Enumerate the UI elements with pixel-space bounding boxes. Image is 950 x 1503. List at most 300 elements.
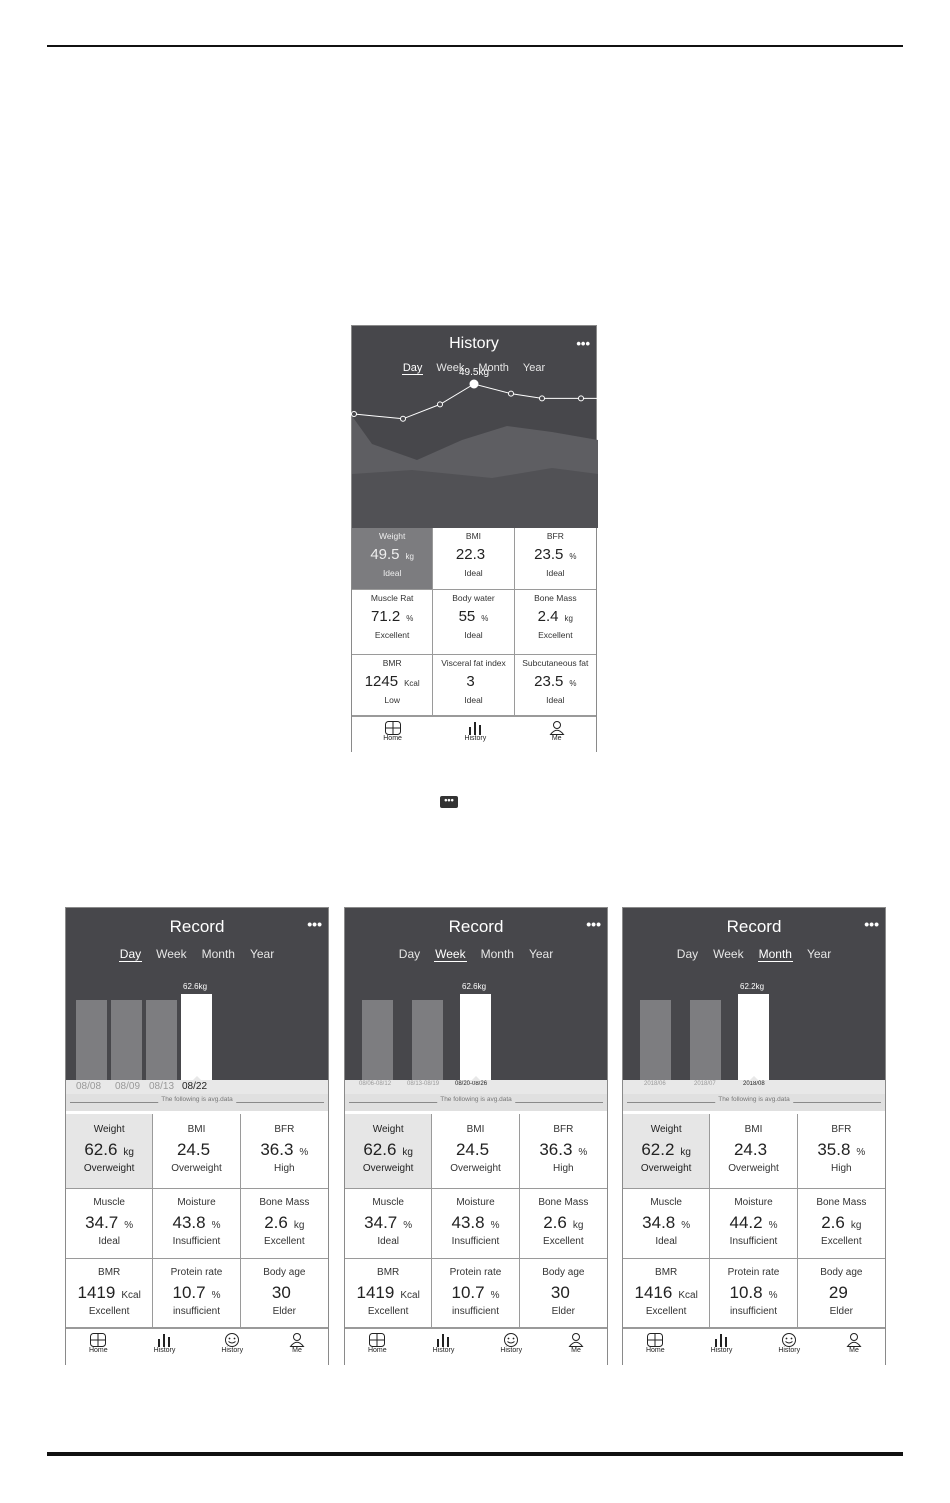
- tab-month[interactable]: Month: [758, 947, 792, 961]
- tab-year[interactable]: Year: [522, 362, 546, 374]
- metric-label: BMI: [744, 1124, 763, 1135]
- chart-bar[interactable]: [412, 1000, 443, 1080]
- metric-value: 1416: [634, 1283, 673, 1302]
- tab-day[interactable]: Day: [402, 362, 423, 374]
- point-value-label: 49.5kg: [458, 367, 490, 378]
- avg-data-note: The following is avg.data: [715, 1096, 793, 1103]
- tab-week[interactable]: Week: [435, 947, 466, 961]
- series-line: [352, 384, 598, 419]
- home-grid-icon: [369, 1333, 385, 1347]
- metric-label: BMR: [382, 658, 402, 668]
- chart-bar[interactable]: [738, 994, 769, 1080]
- metric-unit: Kcal: [404, 679, 420, 688]
- metric-value: 2.6: [821, 1213, 845, 1232]
- data-point[interactable]: [540, 396, 545, 401]
- metric-unit: %: [211, 1290, 221, 1301]
- metric-unit: %: [578, 1147, 588, 1158]
- nav-home[interactable]: [89, 1329, 108, 1365]
- metric-cell-bone-mass[interactable]: [798, 1189, 885, 1259]
- metric-label: Bone Mass: [538, 1197, 589, 1208]
- metric-label: BFR: [274, 1124, 295, 1135]
- bottom-nav: [66, 1328, 328, 1365]
- more-dots-icon[interactable]: •••: [586, 916, 601, 932]
- metric-cell-protein-rate[interactable]: [432, 1259, 519, 1328]
- period-tabs: [66, 947, 328, 962]
- nav-label: History: [464, 735, 487, 742]
- nav-history[interactable]: [154, 1329, 176, 1365]
- bar-chart-icon: [713, 1333, 729, 1347]
- record-screen-week: [344, 907, 608, 1365]
- nav-me[interactable]: [289, 1329, 305, 1365]
- metric-unit: %: [768, 1220, 778, 1231]
- metric-unit: %: [403, 1220, 413, 1231]
- nav-history[interactable]: [464, 717, 486, 752]
- metric-value: 2.4: [537, 608, 559, 625]
- metric-cell-body-age[interactable]: [520, 1259, 607, 1328]
- metric-value: 23.5: [534, 673, 564, 690]
- home-grid-icon: [647, 1333, 663, 1347]
- metric-label: BMI: [187, 1124, 206, 1135]
- nav-me[interactable]: [846, 1329, 862, 1365]
- tab-day[interactable]: Day: [398, 947, 421, 961]
- metric-status: Overweight: [640, 1163, 692, 1174]
- metric-label: Muscle Rat: [370, 593, 414, 603]
- metric-label: Weight: [650, 1124, 682, 1135]
- nav-label: Home: [383, 735, 402, 742]
- metric-cell-weight[interactable]: [352, 528, 433, 590]
- metric-value: 36.3: [539, 1140, 573, 1159]
- metric-label: Subcutaneous fat: [522, 658, 589, 668]
- metric-value: 43.8: [451, 1213, 485, 1232]
- tab-week[interactable]: Week: [436, 362, 465, 374]
- weight-bar-chart: [66, 980, 328, 1080]
- data-point[interactable]: [579, 396, 584, 401]
- metric-label: Bone Mass: [816, 1197, 867, 1208]
- metric-value: 22.3: [455, 546, 486, 563]
- nav-label: Me: [551, 735, 562, 742]
- metric-status: Elder: [272, 1306, 296, 1317]
- nav-me[interactable]: [549, 717, 565, 752]
- tab-week[interactable]: Week: [156, 947, 187, 961]
- metric-cell-bfr[interactable]: [520, 1114, 607, 1189]
- nav-history-face[interactable]: [778, 1329, 800, 1365]
- x-axis-strip: [345, 1080, 607, 1094]
- x-axis-strip: [66, 1080, 328, 1094]
- metric-label: Moisture: [734, 1197, 773, 1208]
- metric-status: Ideal: [464, 630, 483, 640]
- metric-cell-protein-rate[interactable]: [710, 1259, 797, 1328]
- nav-label: History: [221, 1347, 244, 1354]
- page-title: History: [449, 335, 499, 352]
- person-icon: [846, 1333, 862, 1347]
- period-tabs: [623, 947, 885, 962]
- more-dots-icon: •••: [440, 796, 458, 808]
- nav-label: Home: [88, 1347, 108, 1354]
- metric-unit: %: [681, 1220, 691, 1231]
- metric-label: Protein rate: [449, 1267, 502, 1278]
- metric-unit: kg: [680, 1147, 691, 1158]
- metric-status: Excellent: [88, 1306, 130, 1317]
- avg-divider: [623, 1094, 885, 1111]
- metric-unit: kg: [572, 1220, 584, 1231]
- data-point[interactable]: [401, 416, 406, 421]
- metric-status: High: [831, 1163, 852, 1174]
- metric-cell-muscle[interactable]: [623, 1189, 710, 1259]
- metric-cell-bone-mass[interactable]: [515, 590, 596, 655]
- metric-value: 44.2: [729, 1213, 763, 1232]
- x-tick-label[interactable]: 08/13: [149, 1081, 175, 1092]
- chart-bar[interactable]: [111, 1000, 142, 1080]
- chart-bar[interactable]: [362, 1000, 393, 1080]
- metric-status: Ideal: [377, 1236, 399, 1247]
- tab-month[interactable]: Month: [478, 362, 509, 374]
- metric-value: 34.8: [642, 1213, 676, 1232]
- tab-day[interactable]: Day: [119, 947, 142, 961]
- metric-status: Excellent: [264, 1236, 305, 1247]
- x-tick-label[interactable]: 08/06-08/12: [359, 1081, 392, 1087]
- metric-status: Ideal: [98, 1236, 120, 1247]
- metric-unit: %: [768, 1290, 778, 1301]
- metric-cell-muscle-rate[interactable]: [352, 590, 433, 655]
- metric-value: 29: [828, 1283, 848, 1302]
- metric-cell-bmi[interactable]: [710, 1114, 797, 1189]
- tab-day[interactable]: Day: [676, 947, 699, 961]
- period-tabs: [345, 947, 607, 962]
- record-header: [66, 908, 328, 1080]
- avg-data-note: The following is avg.data: [437, 1096, 515, 1103]
- metric-value: 49.5: [370, 546, 400, 563]
- weight-bar-chart: [345, 980, 607, 1080]
- selection-notch: [471, 1076, 481, 1081]
- metric-status: Excellent: [367, 1306, 409, 1317]
- metrics-grid: [352, 528, 596, 716]
- metric-unit: %: [569, 679, 577, 688]
- page-title: Record: [726, 917, 782, 936]
- data-point[interactable]: [438, 402, 443, 407]
- metric-value: 10.7: [172, 1283, 206, 1302]
- bar-value-label: 62.6kg: [462, 982, 487, 991]
- metric-status: Excellent: [645, 1306, 687, 1317]
- metric-value: 2.6: [543, 1213, 567, 1232]
- metric-unit: Kcal: [400, 1290, 420, 1301]
- metric-unit: %: [490, 1290, 500, 1301]
- tab-week[interactable]: Week: [713, 947, 744, 961]
- tab-month[interactable]: Month: [480, 947, 514, 961]
- nav-label: Me: [571, 1347, 581, 1354]
- metric-status: Insufficient: [172, 1236, 221, 1247]
- metric-status: Insufficient: [451, 1236, 500, 1247]
- chart-bar[interactable]: [76, 1000, 107, 1080]
- x-tick-label[interactable]: 08/08: [76, 1081, 102, 1092]
- metric-label: Protein rate: [727, 1267, 780, 1278]
- metric-value: 1245: [364, 673, 399, 690]
- nav-history[interactable]: [433, 1329, 455, 1365]
- metric-cell-visceral-fat[interactable]: [433, 655, 514, 716]
- smiley-icon: [503, 1333, 519, 1347]
- metric-value: 1419: [356, 1283, 395, 1302]
- record-header: [623, 908, 885, 1080]
- metric-cell-subcutaneous-fat[interactable]: [515, 655, 596, 716]
- chart-bar[interactable]: [181, 994, 212, 1080]
- page-title: Record: [448, 917, 504, 936]
- metric-value: 3: [466, 673, 475, 690]
- metrics-grid: [66, 1114, 328, 1328]
- more-dots-icon[interactable]: •••: [307, 916, 322, 932]
- metric-cell-body-age[interactable]: [798, 1259, 885, 1328]
- metric-label: Body water: [452, 593, 495, 603]
- page-title: Record: [169, 917, 225, 936]
- metric-unit: %: [124, 1220, 134, 1231]
- metric-label: Body age: [820, 1267, 863, 1278]
- bar-chart-icon: [435, 1333, 451, 1347]
- metric-cell-weight[interactable]: [623, 1114, 710, 1189]
- metric-cell-body-age[interactable]: [241, 1259, 328, 1328]
- metric-cell-bmi[interactable]: [433, 528, 514, 590]
- metric-value: 35.8: [817, 1140, 851, 1159]
- metric-status: Insufficient: [729, 1236, 778, 1247]
- metric-label: BMI: [466, 1124, 485, 1135]
- bar-chart-icon: [156, 1333, 172, 1347]
- metric-label: BMR: [377, 1267, 400, 1278]
- metric-status: Ideal: [464, 695, 483, 705]
- metric-status: Excellent: [538, 630, 573, 640]
- metric-label: Bone Mass: [259, 1197, 310, 1208]
- chart-bar[interactable]: [460, 994, 491, 1080]
- metric-label: BMI: [465, 531, 482, 541]
- x-tick-label[interactable]: 08/22: [182, 1081, 208, 1092]
- metric-label: Muscle: [372, 1197, 404, 1208]
- bar-value-label: 62.6kg: [183, 982, 208, 991]
- person-icon: [568, 1333, 584, 1347]
- tab-year[interactable]: Year: [528, 947, 554, 961]
- nav-label: History: [153, 1347, 176, 1354]
- metric-label: BFR: [546, 531, 564, 541]
- metric-label: Muscle: [650, 1197, 682, 1208]
- metric-cell-body-water[interactable]: [433, 590, 514, 655]
- metric-status: Ideal: [655, 1236, 677, 1247]
- metric-unit: kg: [564, 614, 573, 623]
- bottom-rule: [47, 1452, 903, 1456]
- record-header: [345, 908, 607, 1080]
- x-tick-label[interactable]: 08/09: [115, 1081, 141, 1092]
- metric-value: 24.3: [733, 1140, 768, 1159]
- metric-unit: %: [569, 552, 577, 561]
- metric-label: Protein rate: [170, 1267, 223, 1278]
- bar-value-label: 62.2kg: [740, 982, 765, 991]
- nav-home[interactable]: [368, 1329, 387, 1365]
- metric-status: Low: [384, 695, 400, 705]
- metric-value: 62.6: [84, 1140, 118, 1159]
- metric-status: Elder: [551, 1306, 575, 1317]
- metric-value: 10.7: [451, 1283, 485, 1302]
- x-tick-label[interactable]: 2018/06: [644, 1081, 666, 1087]
- top-rule: [47, 45, 903, 47]
- person-icon: [289, 1333, 305, 1347]
- nav-label: Me: [849, 1347, 859, 1354]
- metric-unit: Kcal: [678, 1290, 698, 1301]
- area-shadow: [352, 468, 598, 528]
- metric-status: Ideal: [382, 568, 402, 578]
- metric-cell-muscle[interactable]: [345, 1189, 432, 1259]
- metric-cell-bfr[interactable]: [798, 1114, 885, 1189]
- metric-value: 62.6: [363, 1140, 397, 1159]
- smiley-icon: [224, 1333, 240, 1347]
- metric-cell-bfr[interactable]: [515, 528, 596, 590]
- chart-bar[interactable]: [690, 1000, 721, 1080]
- bottom-nav: [352, 716, 596, 752]
- nav-label: History: [778, 1347, 801, 1354]
- record-screen-month: [622, 907, 886, 1365]
- metrics-grid: [623, 1114, 885, 1328]
- metric-cell-moisture[interactable]: [153, 1189, 240, 1259]
- metric-label: Body age: [263, 1267, 306, 1278]
- metric-cell-muscle[interactable]: [66, 1189, 153, 1259]
- history-header: [352, 326, 596, 528]
- metric-unit: kg: [405, 552, 414, 561]
- metric-cell-bmr[interactable]: [66, 1259, 153, 1328]
- avg-data-note: The following is avg.data: [158, 1096, 236, 1103]
- more-dots-icon[interactable]: •••: [576, 336, 590, 351]
- metric-unit: %: [856, 1147, 866, 1158]
- metric-status: Overweight: [450, 1163, 501, 1174]
- metric-status: Ideal: [464, 568, 483, 578]
- metric-unit: %: [481, 614, 489, 623]
- metric-status: Overweight: [362, 1163, 414, 1174]
- metric-cell-protein-rate[interactable]: [153, 1259, 240, 1328]
- nav-me[interactable]: [568, 1329, 584, 1365]
- metric-cell-weight[interactable]: [345, 1114, 432, 1189]
- metric-cell-bmr[interactable]: [623, 1259, 710, 1328]
- more-dots-icon[interactable]: •••: [864, 916, 879, 932]
- metric-status: Ideal: [546, 695, 565, 705]
- tab-year[interactable]: Year: [249, 947, 275, 961]
- record-screen-day: [65, 907, 329, 1365]
- metric-unit: kg: [293, 1220, 305, 1231]
- metric-value: 55: [458, 608, 476, 625]
- nav-home[interactable]: [646, 1329, 665, 1365]
- x-axis-strip: [623, 1080, 885, 1094]
- nav-label: Home: [367, 1347, 387, 1354]
- metric-status: insufficient: [172, 1306, 221, 1317]
- metric-cell-bone-mass[interactable]: [520, 1189, 607, 1259]
- metric-unit: %: [211, 1220, 221, 1231]
- metric-label: Visceral fat index: [441, 658, 506, 668]
- metric-status: Excellent: [374, 630, 410, 640]
- metric-label: Weight: [93, 1124, 125, 1135]
- metric-cell-bone-mass[interactable]: [241, 1189, 328, 1259]
- metric-status: Ideal: [546, 568, 565, 578]
- metric-label: BMR: [655, 1267, 678, 1278]
- metric-status: Overweight: [83, 1163, 135, 1174]
- metric-label: Muscle: [93, 1197, 125, 1208]
- x-tick-label[interactable]: 2018/08: [743, 1081, 765, 1087]
- metric-unit: %: [299, 1147, 309, 1158]
- metric-value: 34.7: [85, 1213, 119, 1232]
- bottom-nav: [623, 1328, 885, 1365]
- x-tick-label[interactable]: 08/13-08/19: [407, 1081, 440, 1087]
- metric-label: Bone Mass: [534, 593, 577, 603]
- metric-value: 24.5: [176, 1140, 211, 1159]
- metric-unit: %: [406, 614, 414, 623]
- chart-bar[interactable]: [640, 1000, 671, 1080]
- metric-value: 10.8: [729, 1283, 763, 1302]
- x-tick-label[interactable]: 2018/07: [694, 1081, 716, 1087]
- metric-status: insufficient: [451, 1306, 500, 1317]
- person-icon: [549, 721, 565, 735]
- tab-year[interactable]: Year: [806, 947, 832, 961]
- metric-status: High: [553, 1163, 574, 1174]
- metric-status: Elder: [829, 1306, 853, 1317]
- chart-bar[interactable]: [146, 1000, 177, 1080]
- tab-month[interactable]: Month: [201, 947, 235, 961]
- nav-home[interactable]: [383, 717, 402, 752]
- metric-cell-bmi[interactable]: [432, 1114, 519, 1189]
- home-grid-icon: [385, 721, 401, 735]
- smiley-icon: [781, 1333, 797, 1347]
- metric-status: Overweight: [171, 1163, 222, 1174]
- home-grid-icon: [90, 1333, 106, 1347]
- nav-history-face[interactable]: [221, 1329, 243, 1365]
- metric-unit: kg: [850, 1220, 862, 1231]
- highlight-point[interactable]: [470, 380, 478, 388]
- metric-cell-bmr[interactable]: [345, 1259, 432, 1328]
- metric-cell-moisture[interactable]: [432, 1189, 519, 1259]
- nav-label: History: [710, 1347, 733, 1354]
- metric-value: 43.8: [172, 1213, 206, 1232]
- metric-status: Overweight: [728, 1163, 779, 1174]
- metric-cell-bmi[interactable]: [153, 1114, 240, 1189]
- history-screen: [351, 325, 597, 752]
- metric-value: 36.3: [260, 1140, 294, 1159]
- metric-value: 24.5: [455, 1140, 490, 1159]
- data-point[interactable]: [352, 412, 357, 417]
- metric-unit: kg: [123, 1147, 134, 1158]
- nav-label: History: [432, 1347, 455, 1354]
- metric-label: Moisture: [177, 1197, 216, 1208]
- metric-label: Weight: [379, 531, 406, 541]
- metrics-grid: [345, 1114, 607, 1328]
- nav-history-face[interactable]: [500, 1329, 522, 1365]
- nav-history[interactable]: [711, 1329, 733, 1365]
- metric-unit: %: [490, 1220, 500, 1231]
- metric-label: Body age: [542, 1267, 585, 1278]
- metric-label: Moisture: [456, 1197, 495, 1208]
- metric-unit: kg: [402, 1147, 413, 1158]
- metric-cell-bmr[interactable]: [352, 655, 433, 716]
- nav-label: History: [500, 1347, 523, 1354]
- metric-status: Excellent: [543, 1236, 584, 1247]
- metric-value: 71.2: [371, 608, 401, 625]
- bottom-nav: [345, 1328, 607, 1365]
- avg-divider: [345, 1094, 607, 1111]
- metric-value: 62.2: [641, 1140, 675, 1159]
- bar-chart-icon: [467, 721, 483, 735]
- metric-status: High: [274, 1163, 295, 1174]
- data-point[interactable]: [509, 391, 514, 396]
- metric-value: 1419: [77, 1283, 116, 1302]
- nav-label: Me: [292, 1347, 302, 1354]
- metric-unit: Kcal: [121, 1290, 141, 1301]
- metric-cell-bfr[interactable]: [241, 1114, 328, 1189]
- metric-value: 30: [271, 1283, 291, 1302]
- metric-value: 30: [550, 1283, 570, 1302]
- metric-cell-moisture[interactable]: [710, 1189, 797, 1259]
- x-tick-label[interactable]: 08/20-08/26: [455, 1081, 488, 1087]
- metric-cell-weight[interactable]: [66, 1114, 153, 1189]
- metric-status: Excellent: [821, 1236, 862, 1247]
- selection-notch: [749, 1076, 759, 1081]
- metric-label: BMR: [98, 1267, 121, 1278]
